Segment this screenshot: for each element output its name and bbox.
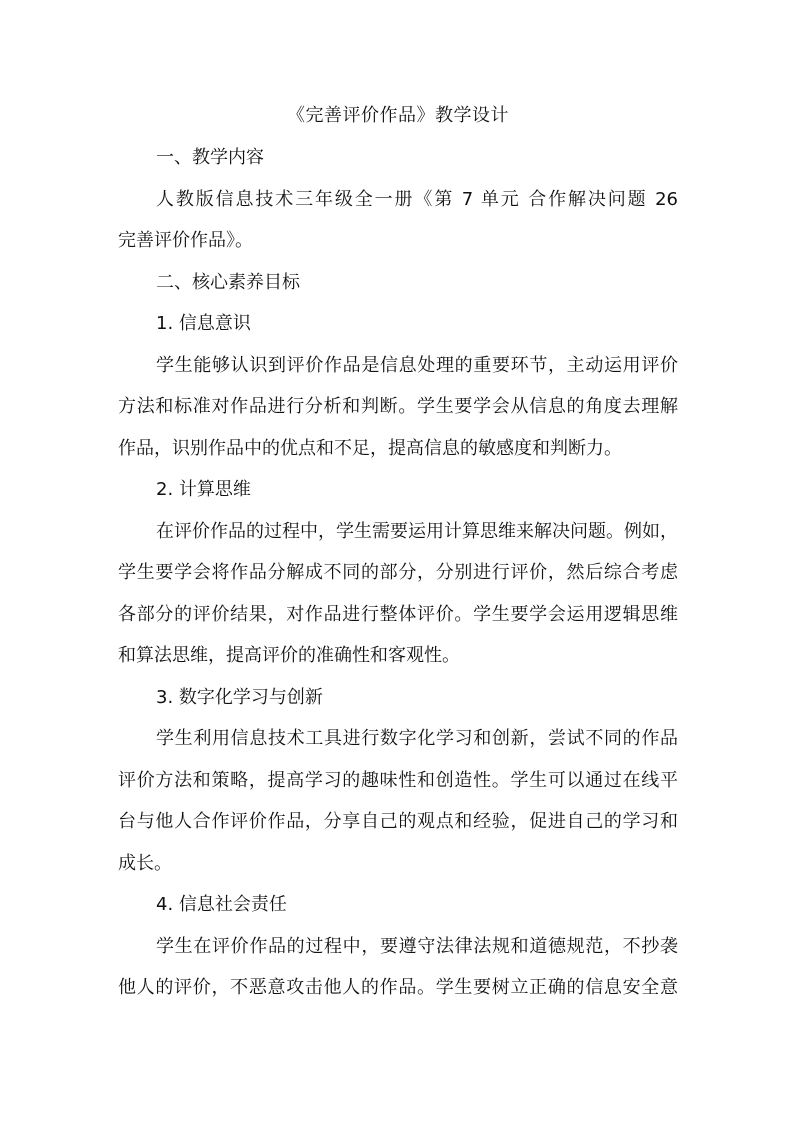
paragraph-line: 他人的评价，不恶意攻击他人的作品。学生要树立正确的信息安全意 bbox=[118, 977, 678, 998]
paragraph-digital-learning bbox=[118, 718, 678, 884]
paragraph-line: 完善评价作品》。 bbox=[118, 230, 253, 251]
item-heading-digital-learning: 3. 数字化学习与创新 bbox=[156, 686, 323, 708]
paragraph-line: 学生利用信息技术工具进行数字化学习和创新，尝试不同的作品 bbox=[156, 728, 678, 749]
paragraph-line: 学生要学会将作品分解成不同的部分，分别进行评价，然后综合考虑 bbox=[118, 562, 678, 583]
paragraph-line: 台与他人合作评价作品，分享自己的观点和经验，促进自己的学习和 bbox=[118, 811, 678, 832]
section-heading-core-goals: 二、核心素养目标 bbox=[156, 271, 300, 293]
item-heading-information-awareness: 1. 信息意识 bbox=[156, 313, 251, 334]
paragraph-line: 在评价作品的过程中，学生需要运用计算思维来解决问题。例如， bbox=[156, 520, 678, 542]
document-content bbox=[118, 100, 678, 1009]
document-title: 《完善评价作品》教学设计 bbox=[287, 105, 509, 126]
paragraph-line: 和算法思维，提高评价的准确性和客观性。 bbox=[118, 645, 460, 666]
paragraph-teaching-content bbox=[118, 179, 678, 262]
paragraph-line: 学生在评价作品的过程中，要遵守法律法规和道德规范，不抄袭 bbox=[156, 935, 678, 957]
item-heading-social-responsibility: 4. 信息社会责任 bbox=[156, 894, 287, 915]
item-heading-computational-thinking: 2. 计算思维 bbox=[156, 479, 251, 500]
paragraph-information-awareness bbox=[118, 345, 678, 470]
paragraph-line: 作品，识别作品中的优点和不足，提高信息的敏感度和判断力。 bbox=[118, 437, 622, 459]
paragraph-line: 方法和标准对作品进行分析和判断。学生要学会从信息的角度去理解 bbox=[118, 396, 678, 417]
paragraph-line: 学生能够认识到评价作品是信息处理的重要环节，主动运用评价 bbox=[156, 354, 678, 376]
paragraph-line: 人教版信息技术三年级全一册《第 7 单元 合作解决问题 26 bbox=[156, 188, 678, 210]
paragraph-line: 各部分的评价结果，对作品进行整体评价。学生要学会运用逻辑思维 bbox=[118, 603, 678, 625]
section-heading-teaching-content: 一、教学内容 bbox=[156, 147, 264, 168]
paragraph-computational-thinking bbox=[118, 511, 678, 677]
paragraph-line: 评价方法和策略，提高学习的趣味性和创造性。学生可以通过在线平 bbox=[118, 769, 678, 791]
paragraph-line: 成长。 bbox=[118, 852, 172, 874]
paragraph-social-responsibility bbox=[118, 926, 678, 1009]
